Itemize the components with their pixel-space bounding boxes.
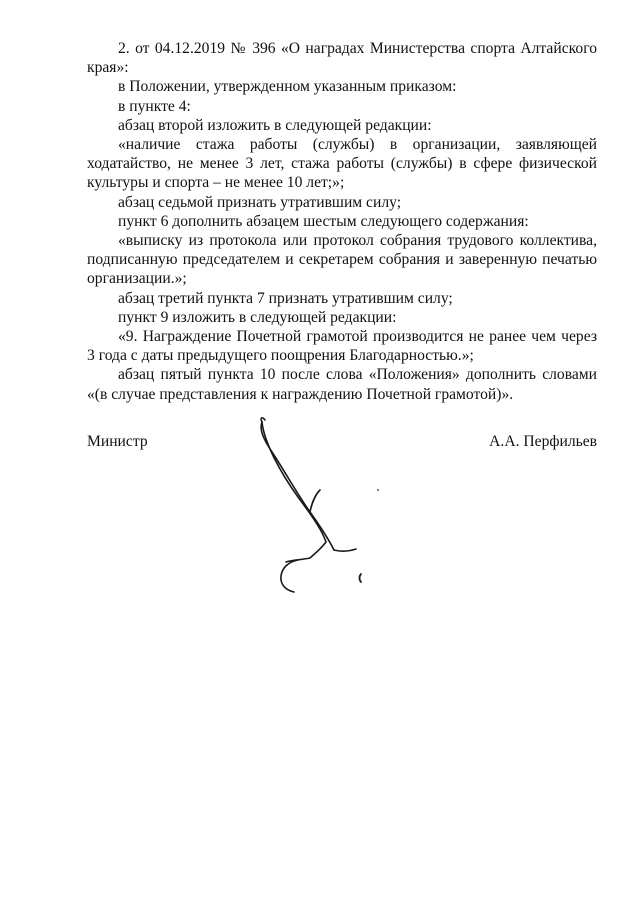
paragraph-5: «наличие стажа работы (службы) в организации, заявляющей ходатайство, не менее 3 лет, стажа работы (службы) в сфере физической культуры и спорта – не менее 10 лет;»; [87, 136, 597, 192]
paragraph-6: абзац седьмой признать утратившим силу; [118, 193, 402, 211]
paragraph-2: в Положении, утвержденном указанным приказом: [118, 78, 457, 96]
paragraph-12: абзац пятый пункта 10 после слова «Положения» дополнить словами «(в случае представления к награждению Почетной грамотой)». [87, 366, 597, 403]
signatory-title: Министр [87, 433, 148, 450]
paragraph-11: «9. Награждение Почетной грамотой производится не ранее чем через 3 года с даты предыдущего поощрения Благодарностью.»; [87, 328, 597, 365]
paragraph-1: 2. от 04.12.2019 № 396 «О наградах Министерства спорта Алтайского края»: [87, 40, 597, 77]
paragraph-4: абзац второй изложить в следующей редакции: [118, 116, 432, 134]
paragraph-10: пункт 9 изложить в следующей редакции: [118, 308, 397, 326]
signatory-name: А.А. Перфильев [489, 433, 597, 450]
handwritten-signature [250, 412, 380, 602]
paragraph-3: в пункте 4: [118, 97, 191, 115]
document-body [87, 39, 597, 404]
paragraph-7: пункт 6 дополнить абзацем шестым следующего содержания: [118, 212, 529, 230]
paragraph-8: «выписку из протокола или протокол собрания трудового коллектива, подписанную председателем и секретарем собрания и заверенную печатью организации.»; [87, 232, 597, 288]
paragraph-9: абзац третий пункта 7 признать утратившим силу; [118, 289, 453, 307]
